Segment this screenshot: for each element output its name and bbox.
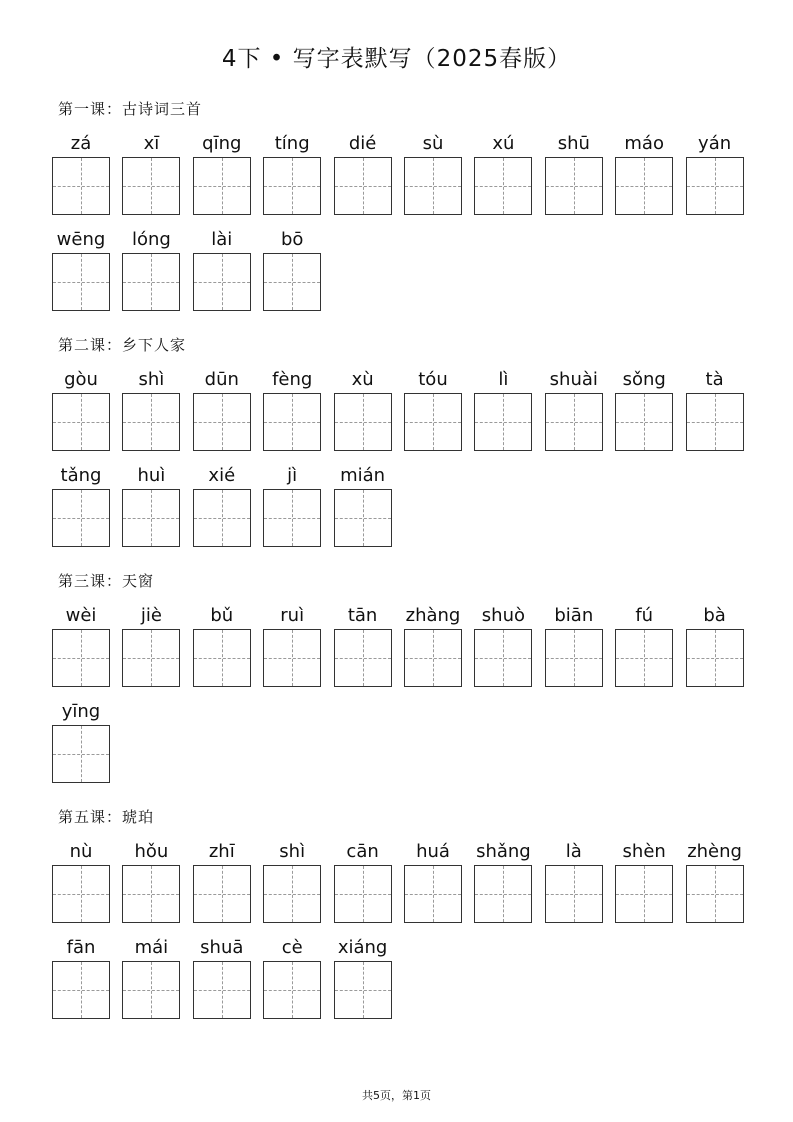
guide-line-vertical xyxy=(222,866,223,922)
character-cell xyxy=(615,841,673,923)
character-cell xyxy=(263,133,321,215)
pinyin-label: zhī xyxy=(208,841,235,862)
pinyin-label: bǔ xyxy=(210,605,234,626)
guide-line-vertical xyxy=(222,490,223,546)
guide-line-vertical xyxy=(81,394,82,450)
writing-box[interactable] xyxy=(615,157,673,215)
guide-line-vertical xyxy=(503,630,504,686)
character-cell xyxy=(122,937,180,1019)
writing-box[interactable] xyxy=(686,393,744,451)
character-cell xyxy=(122,841,180,923)
writing-box[interactable] xyxy=(334,865,392,923)
writing-box[interactable] xyxy=(193,865,251,923)
writing-box[interactable] xyxy=(686,157,744,215)
character-cell xyxy=(474,369,532,451)
character-cell xyxy=(193,133,251,215)
pinyin-label: fú xyxy=(635,605,654,626)
character-cell xyxy=(334,465,392,547)
character-cell xyxy=(52,937,110,1019)
writing-box[interactable] xyxy=(615,865,673,923)
character-cell xyxy=(122,605,180,687)
character-cell xyxy=(52,465,110,547)
character-cell xyxy=(545,133,603,215)
pinyin-label: bà xyxy=(703,605,726,626)
pinyin-label: sǒng xyxy=(622,369,666,390)
guide-line-vertical xyxy=(574,158,575,214)
pinyin-label: shuài xyxy=(549,369,598,390)
guide-line-vertical xyxy=(363,630,364,686)
character-cell xyxy=(193,937,251,1019)
character-cell xyxy=(263,605,321,687)
writing-box[interactable] xyxy=(334,629,392,687)
guide-line-vertical xyxy=(363,394,364,450)
character-cell xyxy=(474,133,532,215)
lesson-2-heading: 第二课：乡下人家 xyxy=(58,336,187,354)
lesson-1-heading: 第一课：古诗词三首 xyxy=(58,100,203,118)
writing-box[interactable] xyxy=(193,253,251,311)
pinyin-label: biān xyxy=(554,605,594,626)
pinyin-label: xiáng xyxy=(337,937,388,958)
writing-box[interactable] xyxy=(52,725,110,783)
guide-line-vertical xyxy=(644,866,645,922)
guide-line-vertical xyxy=(574,866,575,922)
guide-line-vertical xyxy=(292,490,293,546)
character-cell xyxy=(404,369,462,451)
character-cell xyxy=(686,133,744,215)
writing-box[interactable] xyxy=(263,629,321,687)
writing-box[interactable] xyxy=(404,393,462,451)
character-cell xyxy=(122,465,180,547)
guide-line-vertical xyxy=(644,630,645,686)
writing-box[interactable] xyxy=(122,157,180,215)
guide-line-vertical xyxy=(433,158,434,214)
guide-line-vertical xyxy=(433,866,434,922)
writing-box[interactable] xyxy=(52,157,110,215)
pinyin-label: jì xyxy=(287,465,298,486)
page-footer: 共5页，第1页 xyxy=(362,1089,431,1102)
guide-line-vertical xyxy=(715,158,716,214)
guide-line-vertical xyxy=(644,394,645,450)
character-cell xyxy=(474,605,532,687)
guide-line-vertical xyxy=(433,394,434,450)
character-cell xyxy=(334,605,392,687)
guide-line-vertical xyxy=(81,962,82,1018)
character-cell xyxy=(545,369,603,451)
writing-box[interactable] xyxy=(52,865,110,923)
guide-line-vertical xyxy=(81,490,82,546)
pinyin-label: zhèng xyxy=(687,841,742,862)
pinyin-label: shū xyxy=(557,133,590,154)
pinyin-label: xī xyxy=(143,133,160,154)
writing-box[interactable] xyxy=(122,865,180,923)
writing-box[interactable] xyxy=(52,489,110,547)
guide-line-vertical xyxy=(292,394,293,450)
writing-box[interactable] xyxy=(334,393,392,451)
character-cell xyxy=(122,369,180,451)
writing-box[interactable] xyxy=(474,629,532,687)
character-cell xyxy=(404,841,462,923)
guide-line-vertical xyxy=(363,962,364,1018)
guide-line-vertical xyxy=(81,630,82,686)
pinyin-label: shuā xyxy=(200,937,244,958)
character-cell xyxy=(193,605,251,687)
writing-box[interactable] xyxy=(615,629,673,687)
guide-line-vertical xyxy=(222,962,223,1018)
guide-line-vertical xyxy=(151,394,152,450)
writing-box[interactable] xyxy=(334,961,392,1019)
character-cell xyxy=(545,605,603,687)
character-cell xyxy=(263,465,321,547)
character-cell xyxy=(686,841,744,923)
character-cell xyxy=(263,229,321,311)
pinyin-label: yán xyxy=(698,133,732,154)
writing-box[interactable] xyxy=(474,157,532,215)
guide-line-vertical xyxy=(81,866,82,922)
guide-line-vertical xyxy=(222,254,223,310)
pinyin-label: shèn xyxy=(622,841,666,862)
character-cell xyxy=(122,133,180,215)
guide-line-vertical xyxy=(292,866,293,922)
writing-box[interactable] xyxy=(52,629,110,687)
writing-box[interactable] xyxy=(52,961,110,1019)
pinyin-label: jiè xyxy=(140,605,162,626)
writing-box[interactable] xyxy=(193,157,251,215)
pinyin-label: tíng xyxy=(274,133,310,154)
guide-line-vertical xyxy=(292,962,293,1018)
pinyin-label: cè xyxy=(281,937,303,958)
writing-box[interactable] xyxy=(545,393,603,451)
writing-box[interactable] xyxy=(474,865,532,923)
guide-line-vertical xyxy=(292,630,293,686)
writing-box[interactable] xyxy=(122,961,180,1019)
writing-box[interactable] xyxy=(122,489,180,547)
character-cell xyxy=(615,369,673,451)
pinyin-label: shuò xyxy=(481,605,525,626)
guide-line-vertical xyxy=(222,394,223,450)
character-cell xyxy=(545,841,603,923)
pinyin-label: tóu xyxy=(418,369,448,390)
pinyin-label: mái xyxy=(134,937,169,958)
guide-line-vertical xyxy=(363,158,364,214)
character-cell xyxy=(193,229,251,311)
writing-box[interactable] xyxy=(686,629,744,687)
pinyin-label: huì xyxy=(137,465,166,486)
writing-box[interactable] xyxy=(404,157,462,215)
pinyin-label: shì xyxy=(138,369,165,390)
character-cell xyxy=(193,465,251,547)
guide-line-vertical xyxy=(151,866,152,922)
character-cell xyxy=(122,229,180,311)
pinyin-label: sù xyxy=(422,133,444,154)
guide-line-vertical xyxy=(222,630,223,686)
pinyin-label: huá xyxy=(416,841,450,862)
guide-line-vertical xyxy=(151,630,152,686)
writing-box[interactable] xyxy=(52,253,110,311)
character-cell xyxy=(404,605,462,687)
guide-line-vertical xyxy=(363,866,364,922)
writing-box[interactable] xyxy=(545,629,603,687)
guide-line-vertical xyxy=(151,962,152,1018)
guide-line-vertical xyxy=(151,158,152,214)
character-cell xyxy=(193,841,251,923)
pinyin-label: là xyxy=(565,841,582,862)
character-cell xyxy=(52,369,110,451)
guide-line-vertical xyxy=(574,630,575,686)
character-cell xyxy=(263,369,321,451)
writing-box[interactable] xyxy=(404,629,462,687)
pinyin-label: zá xyxy=(70,133,92,154)
character-cell xyxy=(52,841,110,923)
pinyin-label: yīng xyxy=(61,701,101,722)
guide-line-vertical xyxy=(292,254,293,310)
character-cell xyxy=(52,229,110,311)
guide-line-vertical xyxy=(363,490,364,546)
pinyin-label: mián xyxy=(340,465,386,486)
pinyin-label: hǒu xyxy=(134,841,169,862)
character-cell xyxy=(334,133,392,215)
pinyin-label: ruì xyxy=(280,605,305,626)
guide-line-vertical xyxy=(715,630,716,686)
pinyin-label: tǎng xyxy=(60,465,102,486)
character-cell xyxy=(52,605,110,687)
pinyin-label: dūn xyxy=(204,369,239,390)
writing-box[interactable] xyxy=(263,961,321,1019)
pinyin-label: shǎng xyxy=(476,841,531,862)
writing-box[interactable] xyxy=(122,253,180,311)
pinyin-label: xù xyxy=(351,369,374,390)
guide-line-vertical xyxy=(503,394,504,450)
writing-box[interactable] xyxy=(193,393,251,451)
pinyin-label: wèi xyxy=(65,605,97,626)
pinyin-label: xú xyxy=(492,133,515,154)
pinyin-label: máo xyxy=(624,133,664,154)
writing-box[interactable] xyxy=(263,253,321,311)
character-cell xyxy=(334,841,392,923)
character-cell xyxy=(334,369,392,451)
writing-box[interactable] xyxy=(334,157,392,215)
writing-box[interactable] xyxy=(263,393,321,451)
character-cell xyxy=(263,937,321,1019)
page-title: 4下 • 写字表默写（2025春版） xyxy=(221,46,572,72)
writing-box[interactable] xyxy=(545,157,603,215)
writing-box[interactable] xyxy=(404,865,462,923)
writing-box[interactable] xyxy=(686,865,744,923)
character-cell xyxy=(52,133,110,215)
guide-line-vertical xyxy=(574,394,575,450)
pinyin-label: lóng xyxy=(131,229,171,250)
guide-line-vertical xyxy=(715,866,716,922)
pinyin-label: shì xyxy=(279,841,306,862)
pinyin-label: tān xyxy=(347,605,378,626)
guide-line-vertical xyxy=(433,630,434,686)
character-cell xyxy=(686,369,744,451)
character-cell xyxy=(334,937,392,1019)
writing-box[interactable] xyxy=(193,489,251,547)
lesson-3-heading: 第三课：天窗 xyxy=(58,572,155,590)
pinyin-label: lì xyxy=(498,369,509,390)
pinyin-label: nù xyxy=(69,841,93,862)
pinyin-label: fèng xyxy=(272,369,313,390)
pinyin-label: tà xyxy=(705,369,724,390)
character-cell xyxy=(615,605,673,687)
character-cell xyxy=(52,701,110,783)
pinyin-label: cān xyxy=(346,841,379,862)
writing-box[interactable] xyxy=(122,393,180,451)
pinyin-label: gòu xyxy=(64,369,98,390)
writing-box[interactable] xyxy=(474,393,532,451)
writing-box[interactable] xyxy=(193,629,251,687)
character-cell xyxy=(404,133,462,215)
pinyin-label: bō xyxy=(280,229,304,250)
writing-box[interactable] xyxy=(52,393,110,451)
guide-line-vertical xyxy=(151,254,152,310)
writing-box[interactable] xyxy=(193,961,251,1019)
character-cell xyxy=(615,133,673,215)
pinyin-label: fān xyxy=(66,937,96,958)
pinyin-label: wēng xyxy=(56,229,106,250)
guide-line-vertical xyxy=(81,158,82,214)
writing-box[interactable] xyxy=(263,157,321,215)
lesson-5-heading: 第五课：琥珀 xyxy=(58,808,155,826)
character-cell xyxy=(474,841,532,923)
guide-line-vertical xyxy=(292,158,293,214)
writing-box[interactable] xyxy=(263,489,321,547)
pinyin-label: xié xyxy=(208,465,236,486)
guide-line-vertical xyxy=(151,490,152,546)
writing-box[interactable] xyxy=(122,629,180,687)
character-cell xyxy=(193,369,251,451)
writing-box[interactable] xyxy=(263,865,321,923)
guide-line-vertical xyxy=(222,158,223,214)
pinyin-label: dié xyxy=(348,133,377,154)
pinyin-label: qīng xyxy=(202,133,242,154)
guide-line-vertical xyxy=(503,866,504,922)
guide-line-vertical xyxy=(81,254,82,310)
pinyin-label: lài xyxy=(211,229,233,250)
character-cell xyxy=(263,841,321,923)
guide-line-vertical xyxy=(715,394,716,450)
writing-box[interactable] xyxy=(334,489,392,547)
guide-line-vertical xyxy=(503,158,504,214)
writing-box[interactable] xyxy=(545,865,603,923)
pinyin-label: zhàng xyxy=(405,605,461,626)
guide-line-vertical xyxy=(81,726,82,782)
character-cell xyxy=(686,605,744,687)
guide-line-vertical xyxy=(644,158,645,214)
writing-box[interactable] xyxy=(615,393,673,451)
